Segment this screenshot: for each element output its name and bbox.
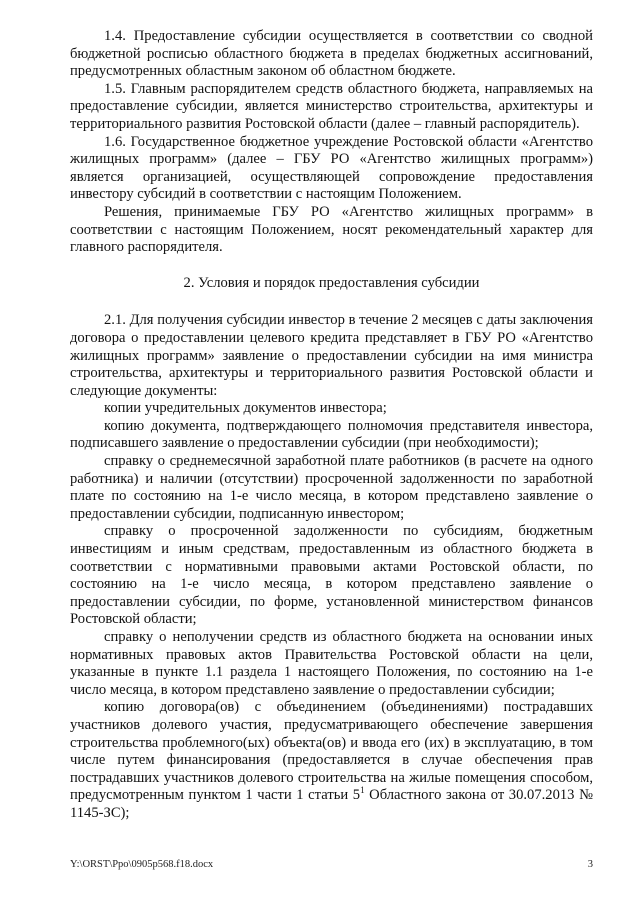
section-heading: 2. Условия и порядок предоставления субсидии [183,274,480,291]
paragraph-2-1: 2.1. Для получения субсидии инвестор в течение 2 месяцев с даты заключения договора о предоставлении целевого кредита представляет в ГБУ РО «Агентство жилищных программ» заявление о предоставлении субсидии на имя министра строительства, архитектуры и территориального развития Ростовской области и следующие документы: [70,312,593,399]
item-6-text: копию договора(ов) с объединением (объединениями) пострадавших участников долевого участия, предусматривающего обеспечение завершения строительства проблемного(ых) объекта(ов) и ввода его (их) в эксплуатацию, в том числе путем финансирования (предоставляется в случае обеспечения прав пострадавших участников долевого строительства на жилые помещения способом, предусмотренным пунктом 1 части 1 статьи 5 [70,699,593,804]
item-6-text-end: Областного закона от 30.07.2013 № 1145-ЗС); [70,787,593,821]
paragraph-1-6: 1.6. Государственное бюджетное учреждение Ростовской области «Агентство жилищных программ» (далее – ГБУ РО «Агентство жилищных программ») является организацией, осуществляющей сопровождение предоставления инвестору субсидий в соответствии с настоящим Положением. [70,133,593,203]
list-item: справку о просроченной задолженности по субсидиям, бюджетным инвестициям и иным средствам, предоставленным из областного бюджета в соответствии с нормативными правовыми актами Ростовской области, по состоянию на 1-е число месяца, в котором представлено заявление о предоставлении субсидии, по форме, установленной министерством финансов Ростовской области; [70,523,593,628]
page-footer [70,856,593,874]
list-item: копию документа, подтверждающего полномочия представителя инвестора, подписавшего заявление о предоставлении субсидии (при необходимости); [70,417,593,452]
footer-page-number: 3 [587,859,593,870]
document-body [70,28,593,823]
superscript: 1 [360,785,365,796]
list-item [70,699,593,822]
footer-file-path: Y:\ORST\Ppo\0905p568.f18.docx [70,859,214,870]
paragraph-1-4: 1.4. Предоставление субсидии осуществляется в соответствии со сводной бюджетной росписью областного бюджета в пределах бюджетных ассигнований, предусмотренных областным законом об областном бюджете. [70,28,593,80]
list-item: справку о среднемесячной заработной плате работников (в расчете на одного работника) и наличии (отсутствии) просроченной задолженности по заработной плате по состоянию на 1-е число месяца, в котором представлено заявление о предоставлении субсидии, подписанную инвестором; [70,453,593,522]
paragraph-decisions: Решения, принимаемые ГБУ РО «Агентство жилищных программ» в соответствии с настоящим Положением, носят рекомендательный характер для главного распорядителя. [70,203,593,256]
list-item: справку о неполучении средств из областного бюджета на основании иных нормативных правовых актов Правительства Ростовской области на цели, указанные в пункте 1.1 раздела 1 настоящего Положения, по состоянию на 1-е число месяца, в котором представлено заявление о предоставлении субсидии; [70,629,593,698]
paragraph-1-5: 1.5. Главным распорядителем средств областного бюджета, направляемых на предоставление субсидии, является министерство строительства, архитектуры и территориального развития Ростовской области (далее – главный распорядитель). [70,80,593,132]
list-item: копии учредительных документов инвестора; [104,400,387,417]
